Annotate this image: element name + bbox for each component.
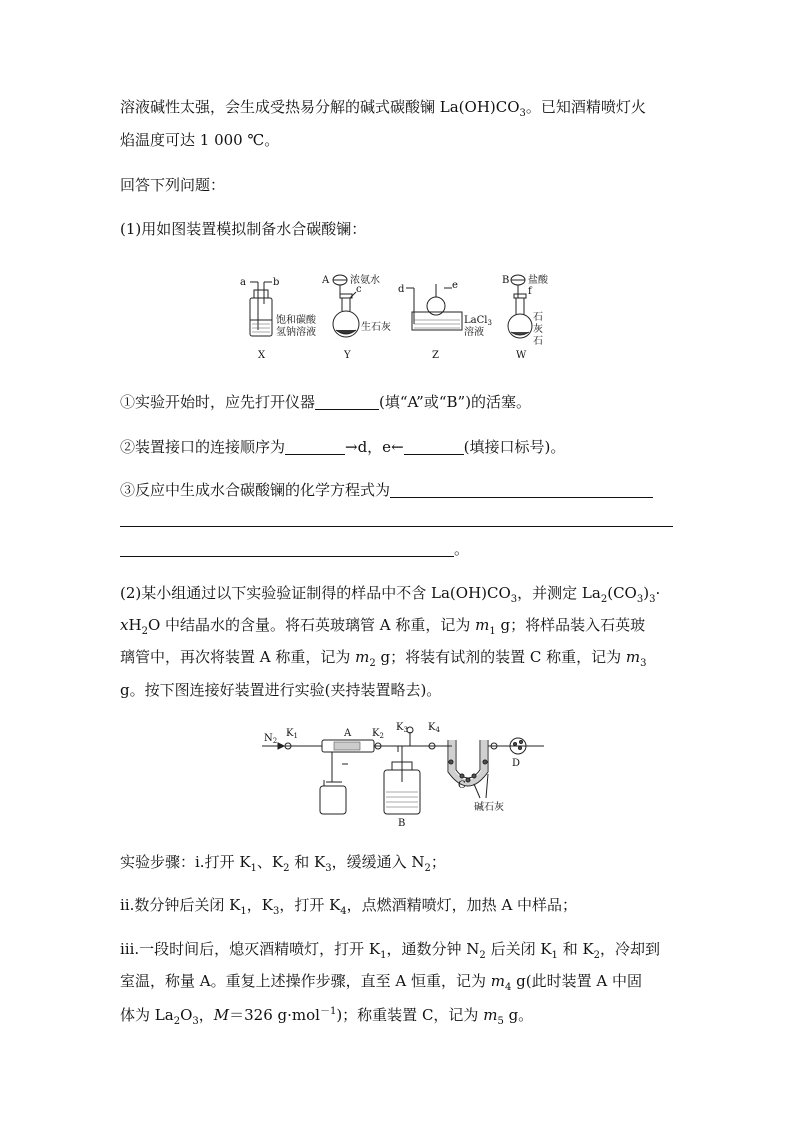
w-reagent-char1: 石 [533, 312, 543, 323]
z-solution-line1: LaCl$_3$ [464, 315, 492, 327]
q2-line-2: $xH_2O$ 中结晶水的含量。将石英玻璃管 A 称重，记为 $m_1$ g；将样品装入石英玻 [120, 616, 646, 637]
y-reagent-bottom: 生石灰 [361, 322, 391, 333]
answer-blank-4[interactable] [390, 481, 653, 498]
label-k3: $K_3$ [396, 722, 408, 734]
answer-blank-5[interactable] [120, 540, 454, 557]
q2-line-4: g。按下图连接好装置进行实验(夹持装置略去)。 [120, 681, 442, 699]
x-solution-line1: 饱和碳酸 [276, 315, 316, 326]
label-A2: A [344, 728, 352, 739]
q1-title: (1)用如图装置模拟制备水合碳酸镧： [120, 220, 367, 238]
step-3-line-2: 室温，称量 A。重复上述操作步骤，直至 A 恒重，记为 $m_4$ g(此时装置 A 中固 [120, 972, 642, 993]
step-2: ⅱ.数分钟后关闭 $K_1$，$K_3$，打开 $K_4$，点燃酒精喷灯，加热 A 中样品； [120, 896, 578, 917]
label-e: e [452, 280, 458, 291]
apparatus-x [250, 282, 272, 336]
answer-blank-3[interactable] [404, 438, 464, 455]
label-y: Y [344, 350, 351, 361]
label-z: Z [432, 350, 439, 361]
w-reagent-char3: 石 [533, 336, 543, 347]
bottle-b [384, 762, 420, 814]
label-k2: $K_2$ [372, 728, 384, 740]
w-reagent-char2: 灰 [533, 324, 543, 335]
burner [320, 752, 348, 814]
label-c: c [356, 284, 362, 295]
label-C2: C [458, 780, 466, 791]
step-3: ⅲ.一段时间后，熄灭酒精喷灯，打开 $K_1$，通数分钟 $N_2$ 后关闭 $K_1$ 和 $K_2$，冷却到 [120, 940, 661, 961]
q1-step2: ②装置接口的连接顺序为 →d，e← (填接口标号)。 [120, 438, 566, 456]
label-d: d [398, 284, 405, 295]
q2-line-1: (2)某小组通过以下实验验证制得的样品中不含 $La(OH)CO_3$，并测定 $La_2(CO_3)_3\cdot$ [120, 584, 661, 605]
label-B2: B [398, 818, 406, 829]
label-b: b [273, 277, 280, 288]
prompt-line: 回答下列问题： [120, 176, 226, 194]
label-A: A [322, 275, 330, 286]
label-soda-lime: 碱石灰 [474, 802, 504, 813]
answer-blank-2[interactable] [285, 438, 345, 455]
q2-line-3: 璃管中，再次将装置 A 称重，记为 $m_2$ g；将装有试剂的装置 C 称重，记为 $m_3$ [120, 648, 647, 669]
step-3-line-3: 体为 $La_2O_3$，M＝326 g·mol$^{-1}$)；称重装置 C，记为 $m_5$ g。 [120, 1006, 534, 1027]
label-a: a [240, 277, 246, 288]
label-f: f [528, 286, 532, 297]
apparatus-figure-2 [262, 722, 552, 832]
q1-step1: ①实验开始时，应先打开仪器 (填“A”或“B”)的活塞。 [120, 393, 532, 411]
intro-line-2: 焰温度可达 1 000 ℃。 [120, 131, 280, 149]
label-n2: $N_2$ [264, 733, 278, 745]
u-tube-c [448, 740, 488, 786]
label-x: X [258, 350, 266, 361]
answer-line-2[interactable] [120, 526, 673, 527]
q1-step3: ③反应中生成水合碳酸镧的化学方程式为 [120, 479, 653, 500]
intro-line-1: 溶液碱性太强，会生成受热易分解的碱式碳酸镧 $La(OH)CO_3$。已知酒精喷灯火 [120, 98, 646, 119]
z-solution-line2: 溶液 [464, 327, 484, 338]
label-w: W [516, 350, 527, 361]
tube-d [506, 738, 544, 754]
y-reagent-top: 浓氨水 [350, 275, 380, 286]
step-1: 实验步骤：ⅰ.打开 $K_1$、$K_2$ 和 $K_3$，缓缓通入 $N_2$； [120, 853, 446, 874]
x-solution-line2: 氢钠溶液 [276, 327, 316, 338]
label-D2: D [512, 758, 521, 769]
w-reagent-top: 盐酸 [528, 275, 548, 286]
apparatus-figure-1 [240, 268, 548, 368]
label-k1: $K_1$ [286, 728, 298, 740]
answer-blank-1[interactable] [315, 393, 379, 410]
q1-step3-end: 。 [120, 538, 469, 559]
label-B: B [502, 275, 510, 286]
label-k4: $K_4$ [428, 722, 440, 734]
